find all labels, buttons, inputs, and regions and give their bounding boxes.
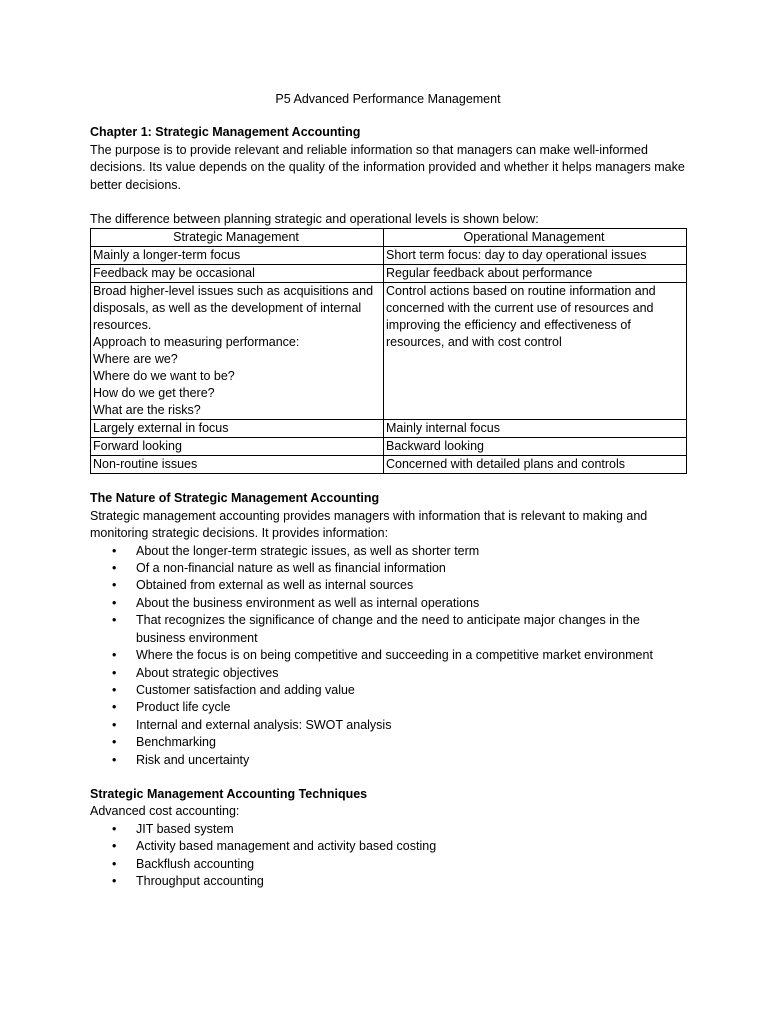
table-cell-line: improving the efficiency and effectiveness of bbox=[386, 318, 631, 333]
table-header-strategic: Strategic Management bbox=[91, 229, 384, 247]
list-item bbox=[90, 717, 686, 734]
table-cell-operational bbox=[384, 456, 687, 474]
list-item-text: Risk and uncertainty bbox=[136, 752, 250, 767]
table-row bbox=[91, 265, 687, 283]
nature-intro-paragraph: Strategic management accounting provides managers with information that is relevant to making and monitoring strategic decisions. It provides information: bbox=[90, 508, 648, 541]
table-cell-line: disposals, as well as the development of internal bbox=[93, 301, 362, 316]
nature-bullet-list bbox=[90, 543, 686, 769]
table-cell-line: Concerned with detailed plans and controls bbox=[386, 457, 626, 472]
list-item-text: JIT based system bbox=[136, 821, 234, 836]
table-cell-line: concerned with the current use of resources and bbox=[386, 301, 654, 316]
list-item bbox=[90, 699, 686, 716]
spacer bbox=[90, 769, 686, 786]
table-cell-line: Backward looking bbox=[386, 439, 484, 454]
bullet-icon: • bbox=[112, 682, 117, 697]
bullet-icon: • bbox=[112, 735, 117, 750]
list-item-text: Of a non-financial nature as well as financial information bbox=[136, 561, 446, 576]
chapter-heading: Chapter 1: Strategic Management Accounting bbox=[90, 125, 361, 140]
table-cell-line: Largely external in focus bbox=[93, 421, 229, 436]
list-item-text: About strategic objectives bbox=[136, 665, 279, 680]
table-cell-line: Mainly internal focus bbox=[386, 421, 500, 436]
list-item-text: That recognizes the significance of change and the need to anticipate major changes in the business environment bbox=[136, 613, 640, 645]
table-row bbox=[91, 456, 687, 474]
bullet-icon: • bbox=[112, 700, 117, 715]
table-cell-line: Where do we want to be? bbox=[93, 369, 235, 384]
bullet-icon: • bbox=[112, 543, 117, 558]
list-item bbox=[90, 856, 686, 873]
list-item bbox=[90, 647, 686, 664]
table-cell-line: Non-routine issues bbox=[93, 457, 198, 472]
table-cell-strategic bbox=[91, 247, 384, 265]
list-item-text: Activity based management and activity based costing bbox=[136, 839, 437, 854]
table-cell-operational bbox=[384, 438, 687, 456]
list-item-text: About the business environment as well as internal operations bbox=[136, 595, 480, 610]
table-cell-line: resources, and with cost control bbox=[386, 335, 562, 350]
list-item bbox=[90, 665, 686, 682]
list-item-text: Where the focus is on being competitive and succeeding in a competitive market environment bbox=[136, 648, 653, 663]
table-intro-paragraph: The difference between planning strategic and operational levels is shown below: bbox=[90, 212, 539, 227]
list-item-text: About the longer-term strategic issues, as well as shorter term bbox=[136, 543, 480, 558]
table-cell-line: What are the risks? bbox=[93, 403, 201, 418]
table-cell-strategic bbox=[91, 420, 384, 438]
table-body bbox=[91, 247, 687, 474]
table-cell-line: Broad higher-level issues such as acquisitions and bbox=[93, 284, 374, 299]
table-cell-line: resources. bbox=[93, 318, 152, 333]
table-row bbox=[91, 247, 687, 265]
list-item-text: Obtained from external as well as internal sources bbox=[136, 578, 414, 593]
techniques-subheading: Advanced cost accounting: bbox=[90, 804, 240, 819]
list-item-text: Internal and external analysis: SWOT analysis bbox=[136, 717, 392, 732]
bullet-icon: • bbox=[112, 561, 117, 576]
techniques-bullet-list bbox=[90, 821, 686, 891]
nature-heading: The Nature of Strategic Management Accounting bbox=[90, 491, 380, 506]
bullet-icon: • bbox=[112, 578, 117, 593]
list-item bbox=[90, 612, 686, 647]
list-item bbox=[90, 560, 686, 577]
list-item-text: Throughput accounting bbox=[136, 873, 264, 888]
list-item-text: Backflush accounting bbox=[136, 856, 255, 871]
table-row bbox=[91, 283, 687, 420]
bullet-icon: • bbox=[112, 839, 117, 854]
table-cell-operational bbox=[384, 283, 687, 420]
document-page bbox=[90, 90, 686, 890]
list-item bbox=[90, 821, 686, 838]
table-cell-line: Control actions based on routine information and bbox=[386, 284, 656, 299]
bullet-icon: • bbox=[112, 752, 117, 767]
table-cell-line: How do we get there? bbox=[93, 386, 215, 401]
list-item bbox=[90, 682, 686, 699]
table-cell-operational bbox=[384, 247, 687, 265]
list-item bbox=[90, 838, 686, 855]
table-header-row bbox=[91, 229, 687, 247]
list-item-text: Product life cycle bbox=[136, 700, 231, 715]
table-cell-line: Short term focus: day to day operational issues bbox=[386, 248, 647, 263]
comparison-table bbox=[90, 228, 687, 474]
bullet-icon: • bbox=[112, 821, 117, 836]
table-row bbox=[91, 420, 687, 438]
table-cell-strategic bbox=[91, 456, 384, 474]
spacer bbox=[90, 194, 686, 211]
list-item bbox=[90, 543, 686, 560]
bullet-icon: • bbox=[112, 856, 117, 871]
document-title: P5 Advanced Performance Management bbox=[275, 92, 501, 106]
list-item bbox=[90, 577, 686, 594]
table-cell-strategic bbox=[91, 265, 384, 283]
table-cell-line: Forward looking bbox=[93, 439, 182, 454]
table-cell-line: Mainly a longer-term focus bbox=[93, 248, 241, 263]
list-item-text: Benchmarking bbox=[136, 735, 216, 750]
techniques-heading: Strategic Management Accounting Techniques bbox=[90, 786, 368, 801]
bullet-icon: • bbox=[112, 595, 117, 610]
list-item bbox=[90, 595, 686, 612]
table-cell-line: Regular feedback about performance bbox=[386, 266, 593, 281]
list-item bbox=[90, 873, 686, 890]
bullet-icon: • bbox=[112, 873, 117, 888]
bullet-icon: • bbox=[112, 613, 117, 628]
bullet-icon: • bbox=[112, 717, 117, 732]
bullet-icon: • bbox=[112, 648, 117, 663]
list-item bbox=[90, 734, 686, 751]
spacer bbox=[90, 474, 686, 490]
table-row bbox=[91, 438, 687, 456]
list-item bbox=[90, 752, 686, 769]
table-cell-strategic bbox=[91, 283, 384, 420]
bullet-icon: • bbox=[112, 665, 117, 680]
table-cell-operational bbox=[384, 265, 687, 283]
table-cell-strategic bbox=[91, 438, 384, 456]
table-cell-line: Feedback may be occasional bbox=[93, 266, 255, 281]
table-cell-operational bbox=[384, 420, 687, 438]
table-cell-line: Where are we? bbox=[93, 352, 178, 367]
table-header-operational: Operational Management bbox=[384, 229, 687, 247]
table-cell-line: Approach to measuring performance: bbox=[93, 335, 300, 350]
chapter-intro-paragraph: The purpose is to provide relevant and reliable information so that managers can make well-informed decisions. Its value depends on the quality of the information provided and whether it helps managers make better decisions. bbox=[90, 142, 685, 192]
list-item-text: Customer satisfaction and adding value bbox=[136, 682, 355, 697]
